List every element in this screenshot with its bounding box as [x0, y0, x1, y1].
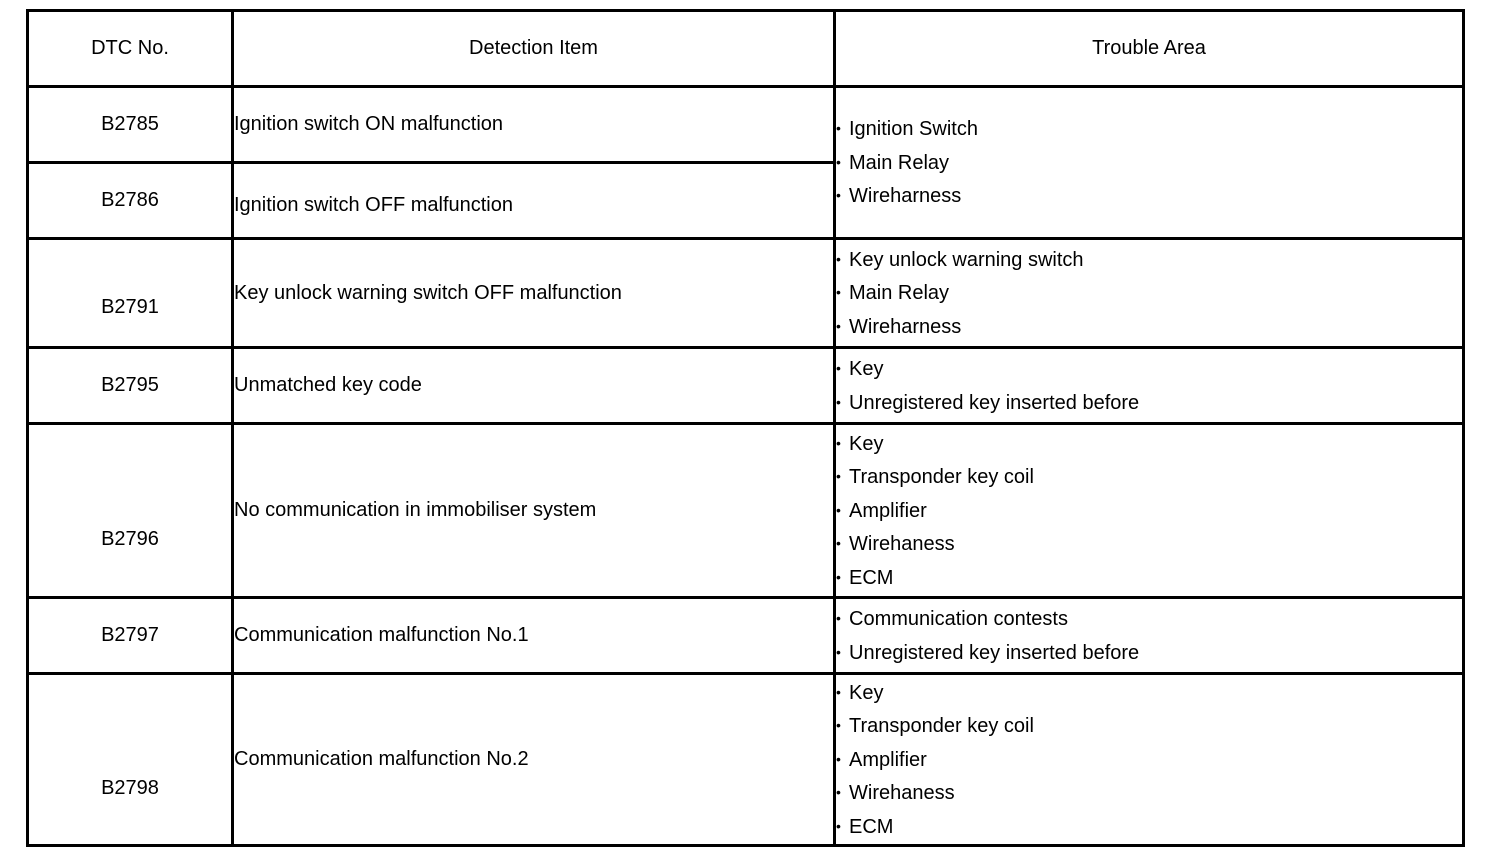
- bullet-icon: •: [836, 568, 841, 585]
- trouble-area-cell: [835, 424, 1464, 598]
- trouble-area-item: [836, 676, 1462, 710]
- trouble-area-text: ECM: [849, 815, 894, 838]
- dtc-code: B2791: [28, 239, 233, 348]
- header-row: [28, 11, 1464, 87]
- detection-item: Unmatched key code: [233, 348, 835, 424]
- header-trouble-area: Trouble Area: [835, 11, 1464, 87]
- trouble-area-item: [836, 527, 1462, 561]
- trouble-area-list: [836, 352, 1462, 419]
- trouble-area-text: Key: [849, 681, 884, 704]
- trouble-area-item: [836, 179, 1462, 213]
- trouble-area-text: Amplifier: [849, 748, 927, 771]
- trouble-area-list: [836, 427, 1462, 595]
- dtc-code: B2796: [28, 424, 233, 598]
- table-row: [28, 348, 1464, 424]
- bullet-icon: •: [836, 643, 841, 660]
- trouble-area-text: Key: [849, 432, 884, 455]
- dtc-code: B2785: [28, 87, 233, 163]
- trouble-area-text: Communication contests: [849, 608, 1068, 630]
- detection-item: Key unlock warning switch OFF malfunction: [233, 239, 835, 348]
- header-detection-item: Detection Item: [233, 11, 835, 87]
- trouble-area-item: [836, 810, 1462, 844]
- trouble-area-text: Key: [849, 358, 884, 380]
- bullet-icon: •: [836, 317, 841, 334]
- trouble-area-text: Main Relay: [849, 151, 950, 174]
- bullet-icon: •: [836, 610, 841, 626]
- trouble-area-text: Unregistered key inserted before: [849, 641, 1140, 664]
- trouble-area-list: [836, 602, 1462, 669]
- trouble-area-text: Wirehaness: [849, 782, 955, 805]
- trouble-area-cell: [835, 87, 1464, 239]
- trouble-area-item: [836, 709, 1462, 743]
- table-row: [28, 598, 1464, 674]
- trouble-area-text: Amplifier: [849, 499, 927, 522]
- trouble-area-cell: [835, 598, 1464, 674]
- trouble-area-text: Main Relay: [849, 282, 950, 305]
- bullet-icon: •: [836, 501, 841, 518]
- trouble-area-item: [836, 561, 1462, 595]
- bullet-icon: •: [836, 284, 841, 301]
- trouble-area-item: [836, 743, 1462, 777]
- trouble-area-cell: [835, 348, 1464, 424]
- trouble-area-item: [836, 602, 1462, 636]
- detection-item: Communication malfunction No.2: [233, 674, 835, 846]
- trouble-area-cell: [835, 674, 1464, 846]
- bullet-icon: •: [836, 187, 841, 204]
- detection-item: Ignition switch ON malfunction: [233, 87, 835, 163]
- table-row: [28, 87, 1464, 163]
- table-row: [28, 674, 1464, 846]
- trouble-area-item: [836, 352, 1462, 386]
- detection-item: Ignition switch OFF malfunction: [233, 163, 835, 239]
- trouble-area-text: Transponder key coil: [849, 466, 1034, 489]
- bullet-icon: •: [836, 535, 841, 552]
- bullet-icon: •: [836, 717, 841, 734]
- trouble-area-item: [836, 146, 1462, 180]
- bullet-icon: •: [836, 784, 841, 801]
- trouble-area-text: ECM: [849, 566, 894, 589]
- detection-item: No communication in immobiliser system: [233, 424, 835, 598]
- dtc-code: B2797: [28, 598, 233, 674]
- bullet-icon: •: [836, 360, 841, 376]
- trouble-area-list: [836, 676, 1462, 844]
- bullet-icon: •: [836, 750, 841, 767]
- trouble-area-text: Wireharness: [849, 185, 962, 208]
- detection-item: Communication malfunction No.1: [233, 598, 835, 674]
- dtc-code: B2786: [28, 163, 233, 239]
- trouble-area-list: [836, 243, 1462, 344]
- trouble-area-item: [836, 494, 1462, 528]
- trouble-area-text: Wirehaness: [849, 533, 955, 556]
- trouble-area-text: Wireharness: [849, 315, 962, 338]
- trouble-area-item: [836, 276, 1462, 310]
- table-row: [28, 424, 1464, 598]
- bullet-icon: •: [836, 153, 841, 170]
- trouble-area-item: [836, 427, 1462, 461]
- bullet-icon: •: [836, 393, 841, 410]
- bullet-icon: •: [836, 250, 841, 267]
- bullet-icon: •: [836, 434, 841, 451]
- dtc-table: [26, 9, 1465, 847]
- bullet-icon: •: [836, 468, 841, 485]
- trouble-area-cell: [835, 239, 1464, 348]
- trouble-area-item: [836, 243, 1462, 277]
- trouble-area-list: [836, 112, 1462, 213]
- bullet-icon: •: [836, 683, 841, 700]
- header-dtc-no: DTC No.: [28, 11, 233, 87]
- trouble-area-text: Key unlock warning switch: [849, 248, 1084, 271]
- trouble-area-text: Unregistered key inserted before: [849, 391, 1140, 414]
- trouble-area-text: Transponder key coil: [849, 715, 1034, 738]
- bullet-icon: •: [836, 817, 841, 834]
- dtc-code: B2798: [28, 674, 233, 846]
- table-row: [28, 239, 1464, 348]
- dtc-code: B2795: [28, 348, 233, 424]
- trouble-area-item: [836, 112, 1462, 146]
- trouble-area-item: [836, 310, 1462, 344]
- trouble-area-item: [836, 636, 1462, 670]
- trouble-area-item: [836, 776, 1462, 810]
- bullet-icon: •: [836, 120, 841, 137]
- trouble-area-item: [836, 386, 1462, 420]
- trouble-area-text: Ignition Switch: [849, 118, 978, 141]
- trouble-area-item: [836, 460, 1462, 494]
